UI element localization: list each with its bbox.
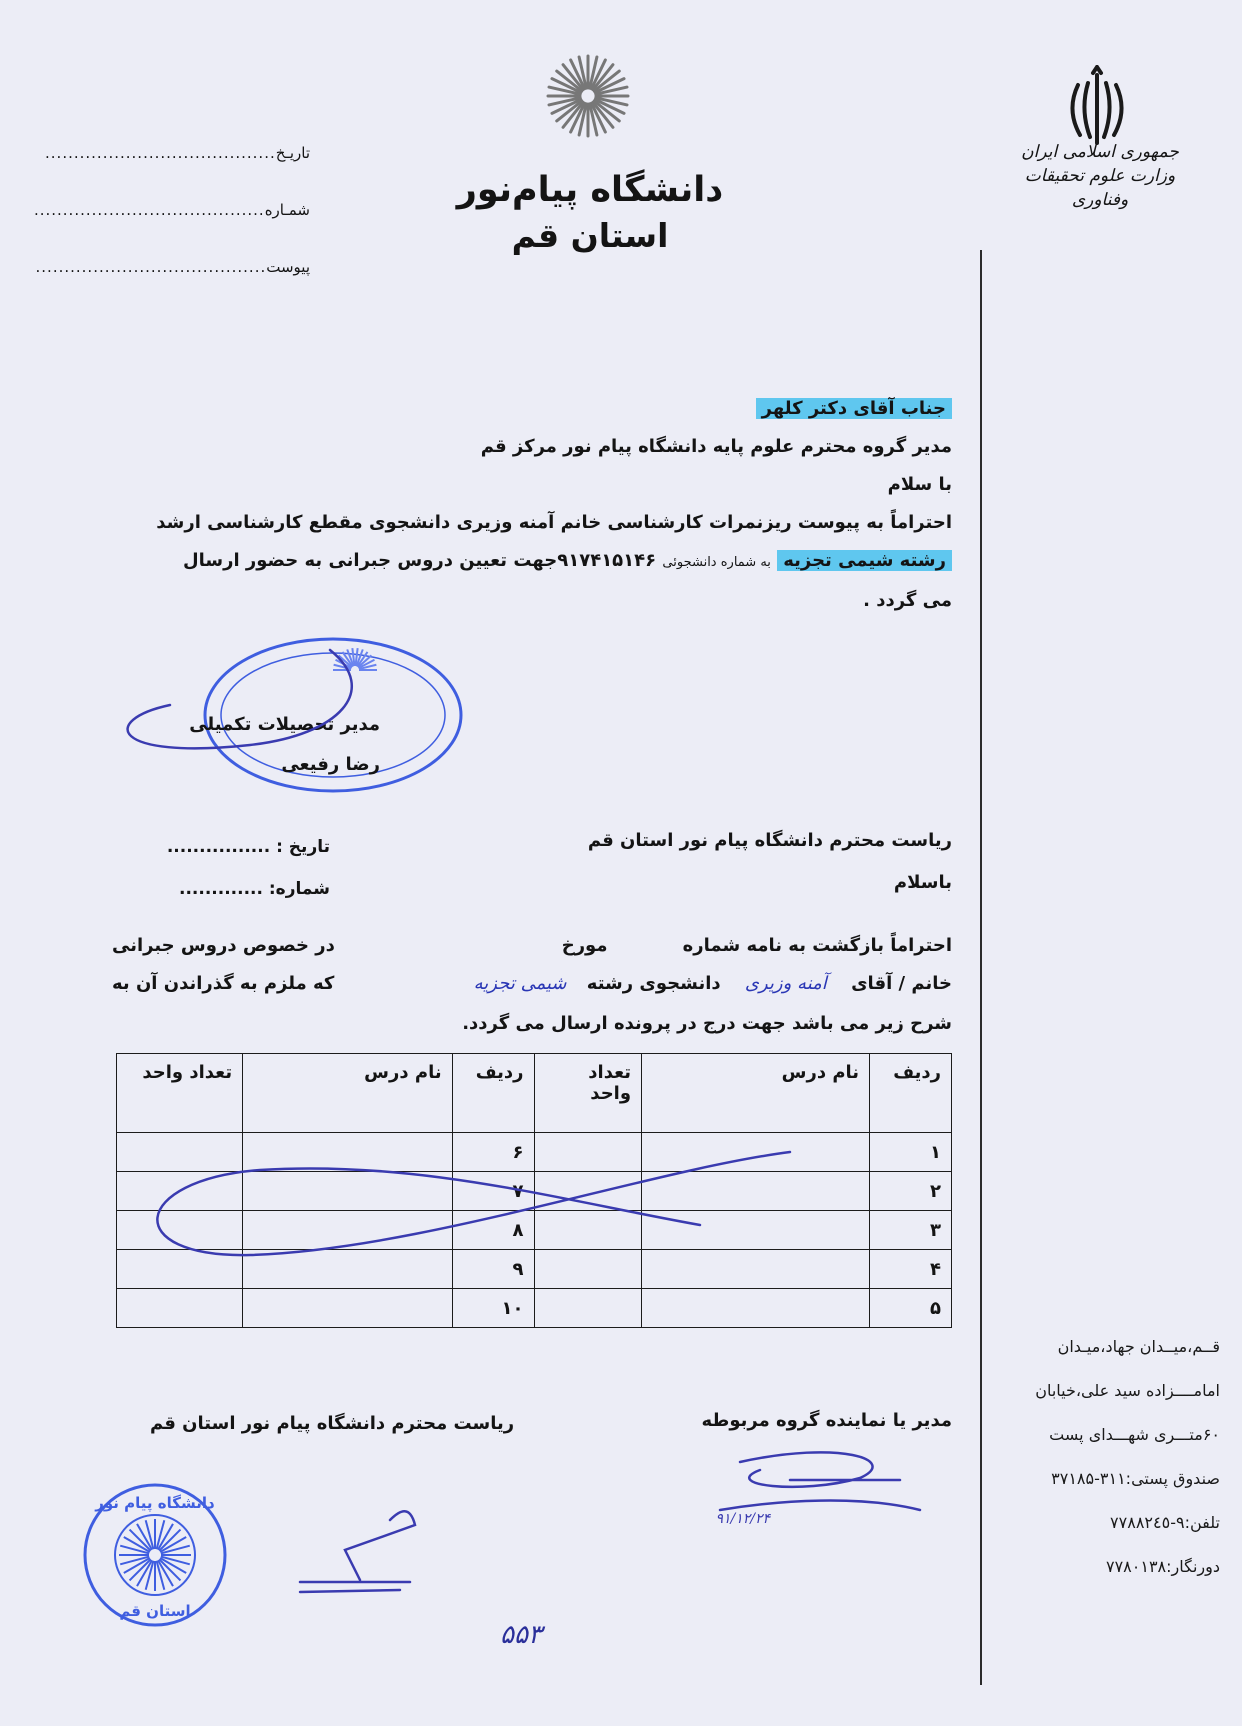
greeting: با سلام [887,474,952,495]
body-line-2-rest: ۹۱۷۴۱۵۱۴۶جهت تعیین دروس جبرانی به حضور ارسال [183,550,657,571]
president-signature [300,1511,415,1592]
addressee-line [92,390,952,428]
course-name-right [642,1133,870,1172]
course-name-right [642,1172,870,1211]
row-number-right: ۵ [870,1289,952,1328]
table-row [117,1172,952,1211]
gov-line-2: وزارت علوم تحقیقات وفناوری [1024,166,1176,210]
course-name-left [243,1289,453,1328]
row-number-right: ۳ [870,1211,952,1250]
reply-line-3: شرح زیر می باشد جهت درج در پرونده ارسال می گردد. [462,1013,952,1034]
reply-line-1-left: در خصوص دروس جبرانی [112,935,335,956]
page-number: ۵۵۳ [500,1620,542,1650]
units-right [534,1172,642,1211]
row-number-left: ۹ [452,1250,534,1289]
units-right [534,1250,642,1289]
president-label: ریاست محترم دانشگاه پیام نور استان قم [150,1413,515,1434]
header-course-name-1: نام درس [642,1054,870,1133]
table-row [117,1133,952,1172]
units-left [117,1133,243,1172]
header-units-2: تعداد واحد [117,1054,243,1133]
university-emblem-icon [543,48,633,160]
row-number-left: ۸ [452,1211,534,1250]
university-name: دانشگاه پیام‌نور [456,170,724,210]
header-units-1: تعداد واحد [534,1054,642,1133]
course-name-left [243,1172,453,1211]
gov-line-1: جمهوری اسلامی ایران [1021,142,1179,162]
letter-meta-fields [33,125,310,296]
group-head-signature [740,1452,900,1487]
units-left [117,1250,243,1289]
body-line-3: می گردد . [863,590,952,611]
course-name-right [642,1250,870,1289]
address-fax: دورنگار:۷۷۸۰۱۳۸ [1105,1557,1220,1576]
row-number-left: ۷ [452,1172,534,1211]
course-name-left [243,1211,453,1250]
reply-line-1-right: احتراماً بازگشت به نامه شماره مورخ [561,935,952,956]
signatory-name: رضا رفیعی [281,754,380,775]
seal-top-text: دانشگاه پیام نور [95,1494,215,1512]
address-line-2: امامــــزاده سید علی،خیابان [1035,1381,1220,1400]
student-number-label: به شماره دانشجوئی [662,555,771,570]
reply-line-2-right [460,973,952,994]
header-course-name-2: نام درس [243,1054,453,1133]
field-highlight: رشته شیمی تجزیه [777,550,952,571]
units-left [117,1289,243,1328]
reply-addressee: ریاست محترم دانشگاه پیام نور استان قم [587,830,952,851]
handwritten-field: شیمی تجزیه [473,973,567,994]
body-line-1: احتراماً به پیوست ریزنمرات کارشناسی خانم آمنه وزیری دانشجوی مقطع کارشناسی ارشد [156,512,952,533]
body-line-2 [92,542,952,582]
university-seal [80,1480,230,1630]
field-label: دانشجوی رشته [586,973,721,994]
meta-attachment-label: پیوست [266,258,310,276]
addressee-highlight: جناب آقای دکتر کلهر [756,398,952,419]
header-row-number-1: ردیف [870,1054,952,1133]
meta-number-label: شمـاره [264,201,310,219]
meta-date-row [45,125,310,182]
units-right [534,1211,642,1250]
reply-line-1 [112,935,952,956]
row-number-left: ۶ [452,1133,534,1172]
graduate-office-signatory [180,705,380,785]
reply-line-2 [112,973,952,994]
reply-line-2-left: که ملزم به گذراندن آن به [112,973,335,994]
meta-date-dots: ........................................ [45,144,276,162]
address-line-4: صندوق پستی:۳۱۱-۳۷۱۸۵ [1051,1469,1220,1488]
signatory-title: مدیر تحصیلات تکمیلی [189,714,380,735]
row-number-left: ۱۰ [452,1289,534,1328]
meta-attachment-row [35,239,310,296]
meta-number-dots: ........................................ [33,201,265,219]
gender-label: خانم / آقای [851,973,952,994]
reply-letter [92,820,952,904]
signature-date: ۹۱/۱۲/۲۴ [715,1511,770,1527]
address-block [975,1325,1220,1589]
university-title [440,170,740,255]
table-header-row [117,1054,952,1133]
addressee-title: مدیر گروه محترم علوم پایه دانشگاه پیام نور مرکز قم [480,436,952,457]
reply-greeting: باسلام [893,872,952,893]
province-name: استان قم [511,216,669,255]
address-line-3: ۶۰متـــری شهـــدای پست [1049,1425,1220,1444]
table-row [117,1211,952,1250]
header-row-number-2: ردیف [452,1054,534,1133]
course-name-left [243,1250,453,1289]
units-right [534,1133,642,1172]
table-row [117,1250,952,1289]
meta-number-row [33,182,310,239]
reply-number: شماره: ............. [179,879,330,899]
units-left [117,1211,243,1250]
address-phone: تلفن:۹-۷۷۸۸۲٤٥ [1110,1513,1220,1532]
row-number-right: ۲ [870,1172,952,1211]
handwritten-student-name: آمنه وزیری [744,973,827,994]
course-name-left [243,1133,453,1172]
group-head-label: مدیر یا نماینده گروه مربوطه [701,1410,952,1431]
address-line-1: قــم،میــدان جهاد،میـدان [1057,1337,1220,1356]
meta-date-label: تاریـخ [275,144,310,162]
units-left [117,1172,243,1211]
remedial-courses-table [116,1053,952,1328]
row-number-right: ۱ [870,1133,952,1172]
meta-attachment-dots: ........................................ [35,258,267,276]
course-name-right [642,1211,870,1250]
ministry-heading [995,140,1205,212]
units-right [534,1289,642,1328]
seal-bottom-text: استان قم [119,1602,191,1620]
letter-body [92,390,952,620]
group-head-underline [720,1501,920,1510]
table-row [117,1289,952,1328]
course-name-right [642,1289,870,1328]
reply-date: تاریخ : ................ [166,837,330,857]
row-number-right: ۴ [870,1250,952,1289]
